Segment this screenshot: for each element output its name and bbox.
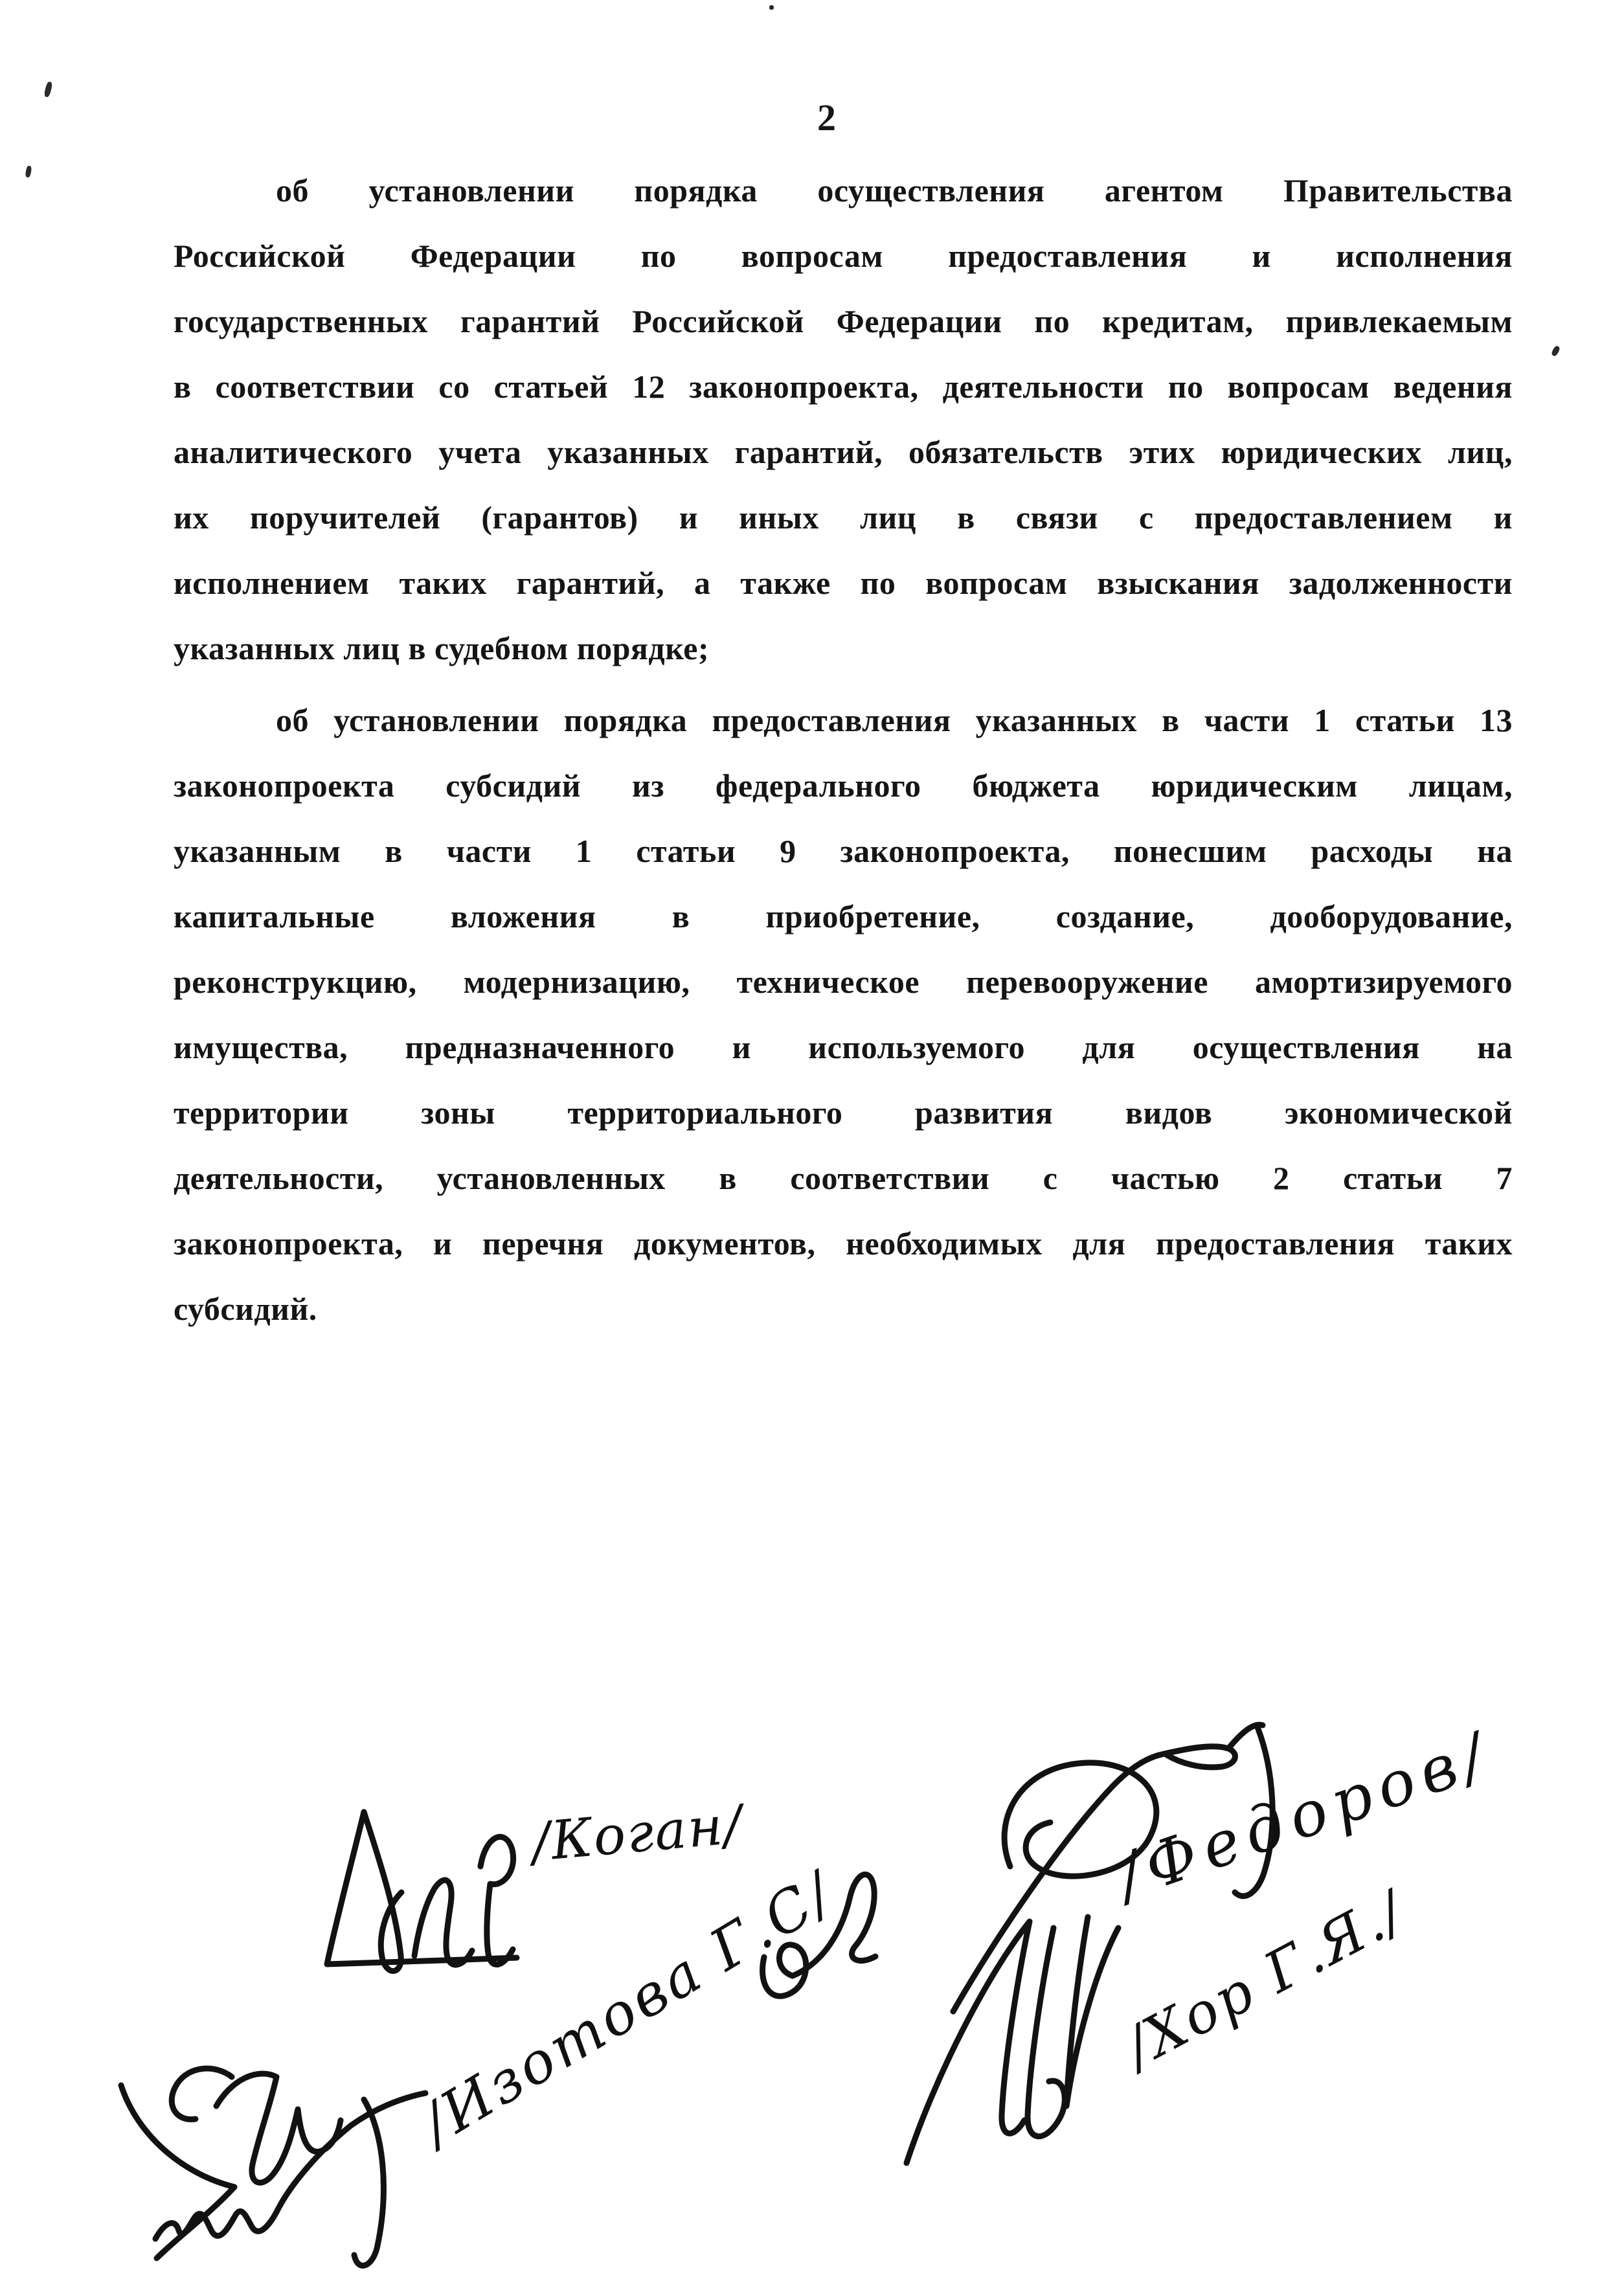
- paragraph-2: [174, 688, 1513, 1342]
- signatures-canvas: [0, 1651, 1624, 2277]
- text-line: законопроекта субсидий из федерального бюджета юридическим лицам,: [174, 767, 1513, 804]
- text-line: об установлении порядка осуществления агентом Правительства: [276, 172, 1513, 209]
- signature-label-kogan: /Коган/: [529, 1793, 746, 1874]
- signature-izotova: [121, 2068, 425, 2265]
- text-line: указанных лиц в судебном порядке;: [174, 630, 710, 666]
- scan-speck: [1551, 345, 1561, 357]
- pen-stroke: [414, 1880, 472, 1965]
- text-line: законопроекта, и перечня документов, необходимых для предоставления таких: [174, 1225, 1513, 1262]
- text-line: реконструкцию, модернизацию, техническое перевооружение амортизируемого: [174, 964, 1513, 1000]
- paragraph-1: [174, 158, 1513, 681]
- text-line: территории зоны территориального развития видов экономической: [174, 1094, 1513, 1131]
- text-line: деятельности, установленных в соответствии с частью 2 статьи 7: [174, 1160, 1513, 1196]
- signature-label-fedorov: /Федоров/: [1108, 1717, 1502, 1913]
- text-line: капитальные вложения в приобретение, создание, дооборудование,: [174, 898, 1513, 935]
- pen-stroke: [364, 1812, 401, 1971]
- pen-stroke: [1028, 1928, 1065, 2136]
- text-line: аналитического учета указанных гарантий, обязательств этих юридических лиц,: [174, 434, 1513, 470]
- text-line: исполнением таких гарантий, а также по вопросам взыскания задолженности: [174, 565, 1513, 601]
- text-line: субсидий.: [174, 1291, 317, 1327]
- pen-stroke: [907, 1921, 1030, 2163]
- signature-label-khor: /Хор Г.Я./: [1114, 1878, 1416, 2080]
- scan-speck: [25, 165, 32, 177]
- signature-kogan: [327, 1812, 517, 1971]
- scan-speck: [769, 5, 774, 10]
- text-line: указанным в части 1 статьи 9 законопроекта, понесшим расходы на: [174, 833, 1513, 869]
- pen-stroke: [216, 2074, 341, 2182]
- signature-label-izotova: /Изотова Г.С/: [409, 1858, 846, 2157]
- text-line: об установлении порядка предоставления указанных в части 1 статьи 13: [276, 702, 1513, 738]
- text-line: Российской Федерации по вопросам предоставления и исполнения: [174, 238, 1513, 274]
- pen-stroke: [480, 1837, 513, 1964]
- text-line: в соответствии со статьей 12 законопроекта, деятельности по вопросам ведения: [174, 368, 1513, 405]
- scan-speck: [43, 81, 53, 97]
- pen-stroke: [1066, 1917, 1118, 2106]
- signature-khor: [907, 1917, 1118, 2163]
- text-line: их поручителей (гарантов) и иных лиц в связи с предоставлением и: [174, 499, 1513, 536]
- text-line: государственных гарантий Российской Федерации по кредитам, привлекаемым: [174, 303, 1513, 339]
- page-number: 2: [817, 96, 836, 139]
- text-line: имущества, предназначенного и используемого для осуществления на: [174, 1029, 1513, 1065]
